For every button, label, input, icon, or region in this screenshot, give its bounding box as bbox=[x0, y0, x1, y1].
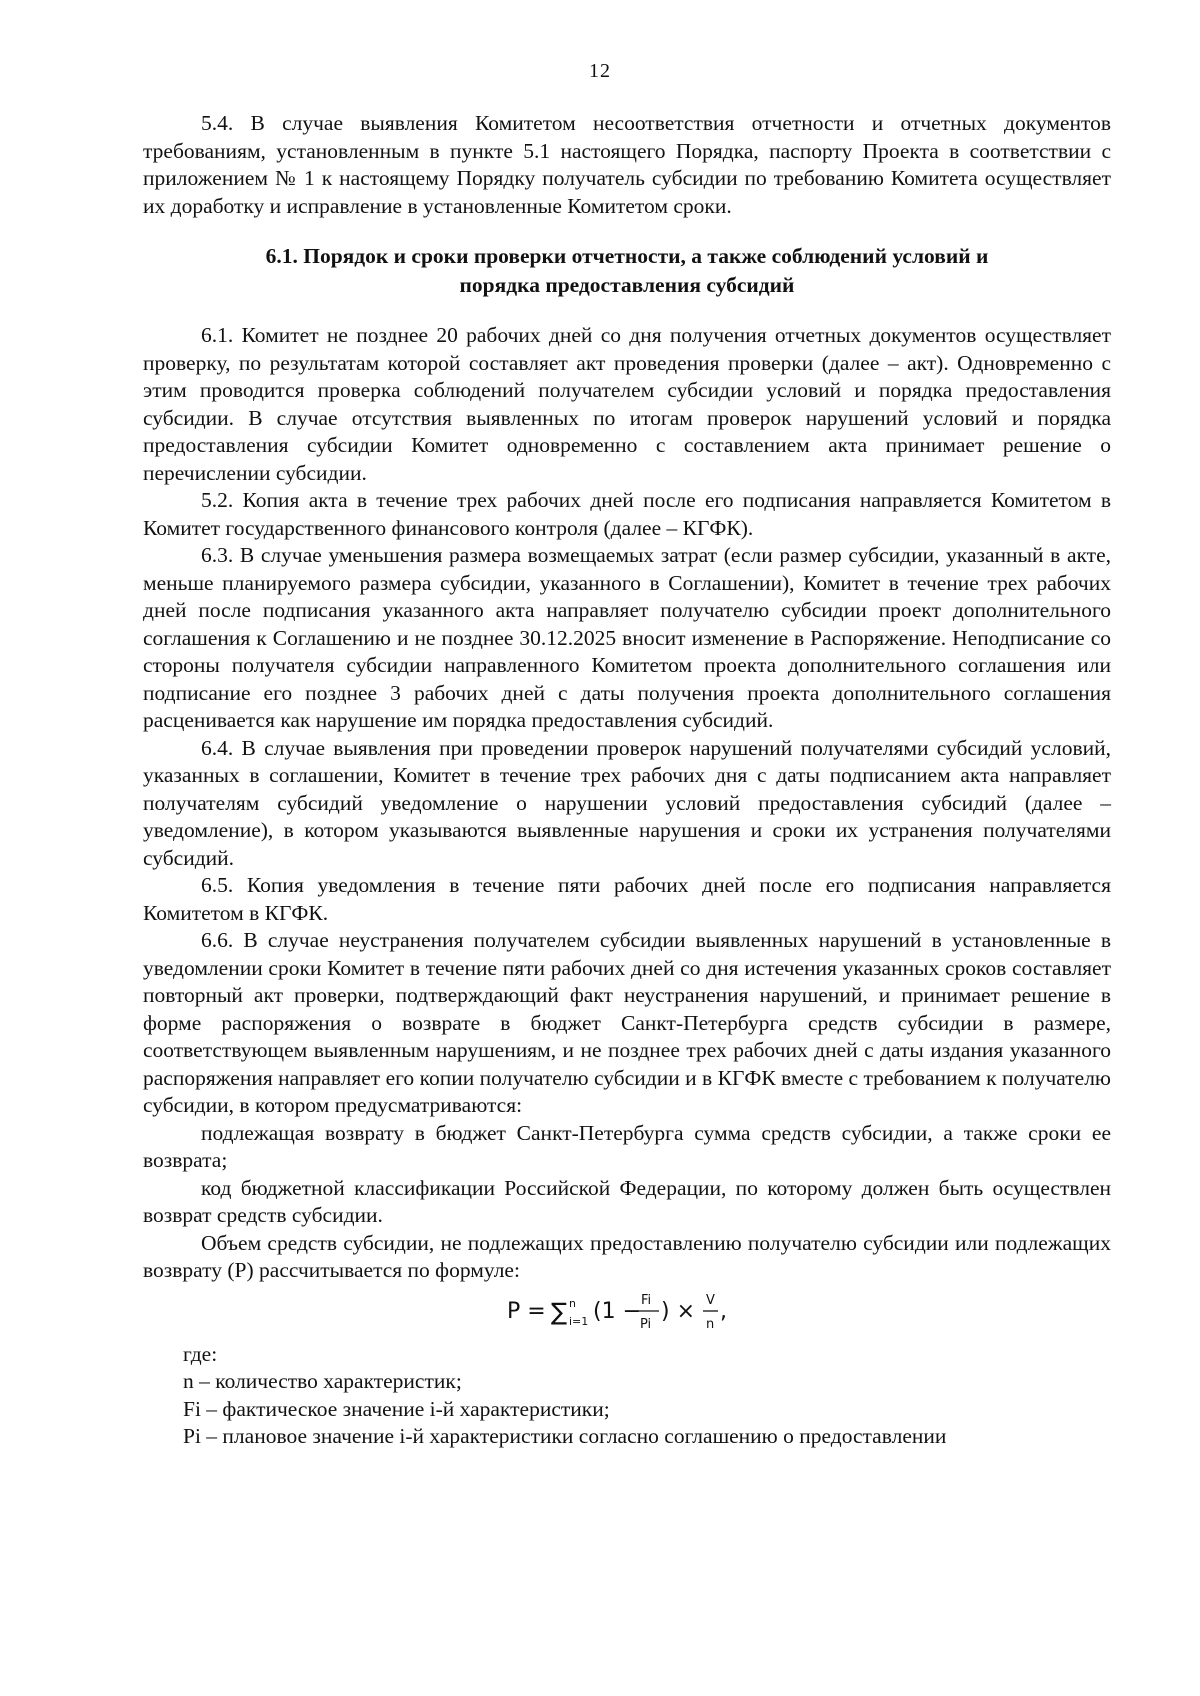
formula-sum-sign: ∑ bbox=[551, 1297, 568, 1326]
list-item-budget-code: код бюджетной классификации Российской Федерации, по которому должен быть осуществлен возврат средств субсидии. bbox=[143, 1175, 1111, 1227]
document-body bbox=[143, 110, 1111, 1451]
formula-frac1-den: Pi bbox=[640, 1316, 652, 1332]
paragraph-6-6: 6.6. В случае неустранения получателем субсидии выявленных нарушений в установленные в уведомлении сроки Комитет в течение пяти рабочих дней со дня истечения указанных сроков составляет повторный акт проверки, подтверждающий факт неустранения нарушений, и принимает решение в форме распоряжения о возврате в бюджет Санкт-Петербурга средств субсидии в размере, соответствующем выявленным нарушениям, и не позднее трех рабочих дней с даты издания указанного распоряжения направляет его копии получателю субсидии и в КГФК вместе с требованием к получателю субсидии, в котором предусматриваются: bbox=[143, 928, 1111, 1117]
formula-frac2-num: V bbox=[706, 1292, 715, 1308]
formula bbox=[143, 1285, 1111, 1339]
formula-sum-lower: i=1 bbox=[569, 1314, 589, 1328]
list-item-return-sum: подлежащая возврату в бюджет Санкт-Петербурга сумма средств субсидии, а также сроки ее возврата; bbox=[143, 1120, 1111, 1172]
formula-tail: , bbox=[720, 1298, 727, 1324]
formula-close: ) × bbox=[661, 1298, 696, 1324]
paragraph-5-2: 5.2. Копия акта в течение трех рабочих дней после его подписания направляется Комитетом в Комитет государственного финансового контроля (далее – КГФК). bbox=[143, 488, 1111, 540]
page-number: 12 bbox=[589, 60, 611, 82]
formula-definitions bbox=[143, 1341, 1111, 1451]
definition-pi: Pi – плановое значение i-й характеристики согласно соглашению о предоставлении bbox=[183, 1424, 947, 1448]
paragraph-5-4: 5.4. В случае выявления Комитетом несоответствия отчетности и отчетных документов требованиям, установленным в пункте 5.1 настоящего Порядка, паспорту Проекта в соответствии с приложением № 1 к настоящему Порядку получатель субсидии по требованию Комитета осуществляет их доработку и исправление в установленные Комитетом сроки. bbox=[143, 111, 1111, 218]
paragraph-6-4: 6.4. В случае выявления при проведении проверок нарушений получателями субсидий условий, указанных в соглашении, Комитет в течение трех рабочих дня с даты подписанием акта направляет получателям субсидий уведомление о нарушении условий предоставления субсидий (далее – уведомление), в котором указываются выявленные нарушения и сроки их устранения получателями субсидий. bbox=[143, 735, 1111, 870]
paragraph-6-1: 6.1. Комитет не позднее 20 рабочих дней со дня получения отчетных документов осуществляет проверку, по результатам которой составляет акт проведения проверки (далее – акт). Одновременно с этим проводится проверка соблюдений получателем субсидии условий и порядка предоставления субсидии. В случае отсутствия выявленных по итогам проверок нарушений условий и порядка предоставления субсидии Комитет одновременно с составлением акта принимает решение о перечислении субсидии. bbox=[143, 323, 1111, 485]
formula-open: (1 − bbox=[593, 1298, 642, 1324]
section-heading: 6.1. Порядок и сроки проверки отчетности, а также соблюдений условий и порядка предоставления субсидий bbox=[265, 244, 989, 297]
paragraph-6-3: 6.3. В случае уменьшения размера возмещаемых затрат (если размер субсидии, указанный в акте, меньше планируемого размера субсидии, указанного в Соглашении), Комитет в течение трех рабочих дней после подписания указанного акта направляет получателю субсидии проект дополнительного соглашения к Соглашению и не позднее 30.12.2025 вносит изменение в Распоряжение. Неподписание со стороны получателя субсидии направленного Комитетом проекта дополнительного соглашения или подписание его позднее 3 рабочих дней с даты получения проекта дополнительного соглашения расценивается как нарушение им порядка предоставления субсидий. bbox=[143, 543, 1111, 732]
where-label: где: bbox=[183, 1341, 218, 1366]
formula-frac1-num: Fi bbox=[641, 1292, 652, 1308]
formula-sum-upper: n bbox=[569, 1296, 576, 1310]
paragraph-6-5: 6.5. Копия уведомления в течение пяти рабочих дней после его подписания направляется Комитетом в КГФК. bbox=[143, 873, 1111, 925]
formula-frac2-den: n bbox=[706, 1316, 715, 1332]
definition-n: n – количество характеристик; bbox=[183, 1369, 462, 1393]
paragraph-formula-intro: Объем средств субсидии, не подлежащих предоставлению получателю субсидии или подлежащих возврату (P) рассчитывается по формуле: bbox=[143, 1230, 1111, 1282]
formula-lhs: P = bbox=[507, 1298, 546, 1324]
formula-graphic bbox=[507, 1285, 747, 1339]
definition-fi: Fi – фактическое значение i-й характеристики; bbox=[183, 1396, 610, 1421]
